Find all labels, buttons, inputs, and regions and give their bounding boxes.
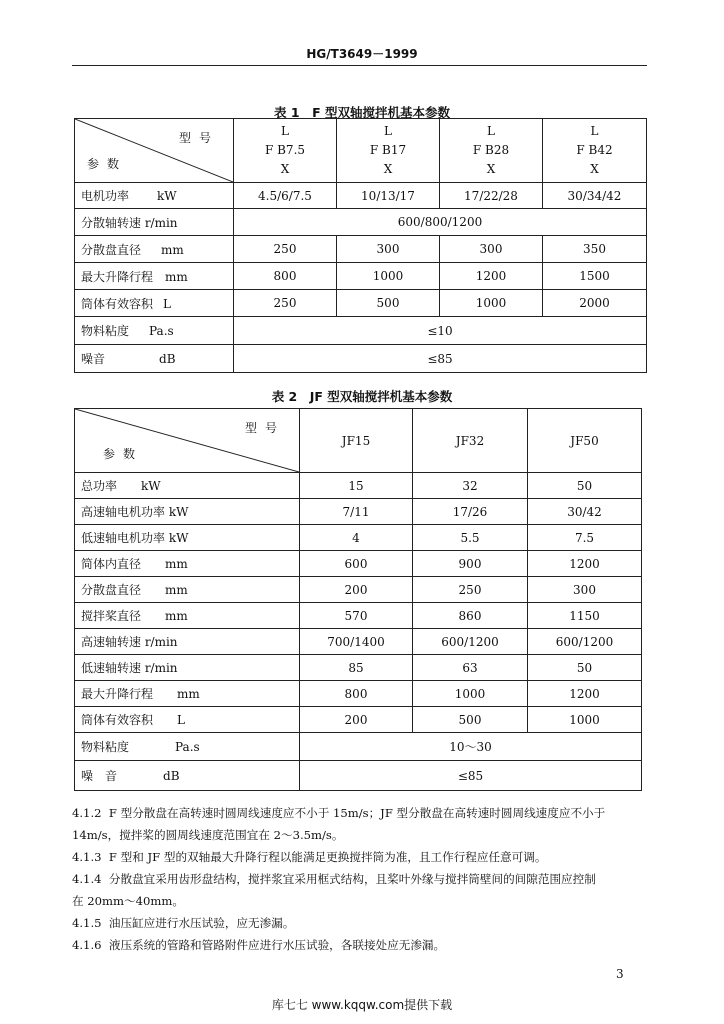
table1-corner-cell (75, 119, 234, 183)
table1-corner-top: 型号 (178, 131, 219, 145)
table-cell: 4.5/6/7.5 (234, 183, 337, 209)
table-cell: 30/42 (528, 499, 642, 525)
table-cell: 300 (528, 577, 642, 603)
table-cell: 1200 (440, 263, 543, 290)
download-footer: 库七七 www.kqqw.com提供下载 (271, 998, 453, 1012)
table-row (75, 629, 642, 655)
table-cell: 50 (528, 473, 642, 499)
paragraph-4-1-4: 4.1.4 分散盘宜采用齿形盘结构，搅拌浆宜采用框式结构，且桨叶外缘与搅拌筒壁间的间隙范围应控制 在 20mm～40mm。 (72, 872, 596, 908)
table-row (75, 681, 642, 707)
table-cell: 500 (413, 707, 528, 733)
table-cell: 500 (337, 290, 440, 317)
table-cell-merged: 600/800/1200 (234, 209, 647, 236)
row-label: 高速轴电机功率 kW (75, 499, 300, 525)
table-cell: 600/1200 (413, 629, 528, 655)
table-row (75, 707, 642, 733)
table-cell: 17/22/28 (440, 183, 543, 209)
table-cell: 50 (528, 655, 642, 681)
table-row (75, 733, 642, 761)
table-row (75, 603, 642, 629)
table-cell: 800 (234, 263, 337, 290)
table-cell: 250 (234, 290, 337, 317)
row-label: 电机功率 kW (75, 183, 234, 209)
row-label: 分散盘直径 mm (75, 577, 300, 603)
paragraph-4-1-2: 4.1.2 F 型分散盘在高转速时圆周线速度应不小于 15m/s；JF 型分散盘在高转速时圆周线速度应不小于 14m/s，搅拌桨的圆周线速度范围宜在 2～3.5m/s。 (72, 806, 606, 842)
table1-header-row (75, 119, 647, 183)
table-row (75, 551, 642, 577)
table-cell: 300 (337, 236, 440, 263)
table-cell: 7/11 (300, 499, 413, 525)
row-label: 简体内直径 mm (75, 551, 300, 577)
table-cell: 17/26 (413, 499, 528, 525)
table-cell: 2000 (543, 290, 647, 317)
table-row (75, 290, 647, 317)
table-cell: 1200 (528, 551, 642, 577)
table-cell: 1000 (528, 707, 642, 733)
row-label: 高速轴转速 r/min (75, 629, 300, 655)
table-row (75, 577, 642, 603)
table2-corner-top: 型号 (244, 421, 285, 435)
table-cell: 5.5 (413, 525, 528, 551)
page-number: 3 (616, 967, 624, 981)
table-row (75, 263, 647, 290)
table2-model-header: JF15 (300, 409, 413, 473)
table-cell: 1200 (528, 681, 642, 707)
table-cell: 30/34/42 (543, 183, 647, 209)
row-label: 物料粘度 Pa.s (75, 317, 234, 345)
table2-corner-cell (75, 409, 300, 473)
table-cell: 200 (300, 577, 413, 603)
table-cell: 600/1200 (528, 629, 642, 655)
table-cell-merged: ≤10 (234, 317, 647, 345)
table1-model-header: L F B42 X (543, 119, 647, 183)
table-cell: 570 (300, 603, 413, 629)
table-cell: 250 (234, 236, 337, 263)
table-cell: 1500 (543, 263, 647, 290)
row-label: 低速轴电机功率 kW (75, 525, 300, 551)
table-cell: 300 (440, 236, 543, 263)
table-cell: 7.5 (528, 525, 642, 551)
table-cell: 10/13/17 (337, 183, 440, 209)
table-cell: 1000 (440, 290, 543, 317)
table-cell: 4 (300, 525, 413, 551)
table-row (75, 209, 647, 236)
row-label: 筒体有效容积 L (75, 707, 300, 733)
table-row (75, 499, 642, 525)
table-cell: 32 (413, 473, 528, 499)
row-label: 物料粘度 Pa.s (75, 733, 300, 761)
table-cell: 1000 (337, 263, 440, 290)
table1-model-header: L F B17 X (337, 119, 440, 183)
table-row (75, 236, 647, 263)
table2-caption: 表 2 JF 型双轴搅拌机基本参数 (271, 389, 453, 404)
row-label: 搅拌桨直径 mm (75, 603, 300, 629)
table-row (75, 655, 642, 681)
row-label: 噪 音 dB (75, 761, 300, 791)
standard-code: HG/T3649－1999 (306, 47, 418, 61)
row-label: 噪音 dB (75, 345, 234, 373)
table1-corner-bottom: 参数 (87, 157, 128, 171)
table1-model-header: L F B7.5 X (234, 119, 337, 183)
table-cell: 1000 (413, 681, 528, 707)
table-cell: 860 (413, 603, 528, 629)
table1 (74, 118, 647, 373)
table-row (75, 761, 642, 791)
table2-header-row (75, 409, 642, 473)
table-cell: 700/1400 (300, 629, 413, 655)
row-label: 分散轴转速 r/min (75, 209, 234, 236)
table-row (75, 345, 647, 373)
table-cell: 200 (300, 707, 413, 733)
paragraph-4-1-5: 4.1.5 油压缸应进行水压试验，应无渗漏。 (72, 916, 295, 930)
table-cell: 800 (300, 681, 413, 707)
table-cell-merged: 10～30 (300, 733, 642, 761)
table-cell: 63 (413, 655, 528, 681)
table-cell-merged: ≤85 (234, 345, 647, 373)
paragraph-4-1-3: 4.1.3 F 型和 JF 型的双轴最大升降行程以能满足更换搅拌筒为准，且工作行程应任意可调。 (72, 850, 547, 864)
table-cell: 600 (300, 551, 413, 577)
table-cell-merged: ≤85 (300, 761, 642, 791)
table2 (74, 408, 642, 791)
row-label: 分散盘直径 mm (75, 236, 234, 263)
row-label: 筒体有效容积 L (75, 290, 234, 317)
table-row (75, 473, 642, 499)
table2-model-header: JF50 (528, 409, 642, 473)
table-cell: 250 (413, 577, 528, 603)
table2-model-header: JF32 (413, 409, 528, 473)
table2-corner-bottom: 参数 (103, 447, 144, 461)
row-label: 最大升降行程 mm (75, 263, 234, 290)
table1-model-header: L F B28 X (440, 119, 543, 183)
table-row (75, 525, 642, 551)
table-cell: 15 (300, 473, 413, 499)
table-cell: 85 (300, 655, 413, 681)
table-cell: 1150 (528, 603, 642, 629)
table-row (75, 183, 647, 209)
header-rule (72, 65, 647, 66)
row-label: 低速轴转速 r/min (75, 655, 300, 681)
table-cell: 900 (413, 551, 528, 577)
row-label: 最大升降行程 mm (75, 681, 300, 707)
table1-caption: 表 1 F 型双轴搅拌机基本参数 (274, 105, 450, 120)
row-label: 总功率 kW (75, 473, 300, 499)
table-row (75, 317, 647, 345)
table-cell: 350 (543, 236, 647, 263)
paragraph-4-1-6: 4.1.6 液压系统的管路和管路附件应进行水压试验，各联接处应无渗漏。 (72, 938, 446, 952)
